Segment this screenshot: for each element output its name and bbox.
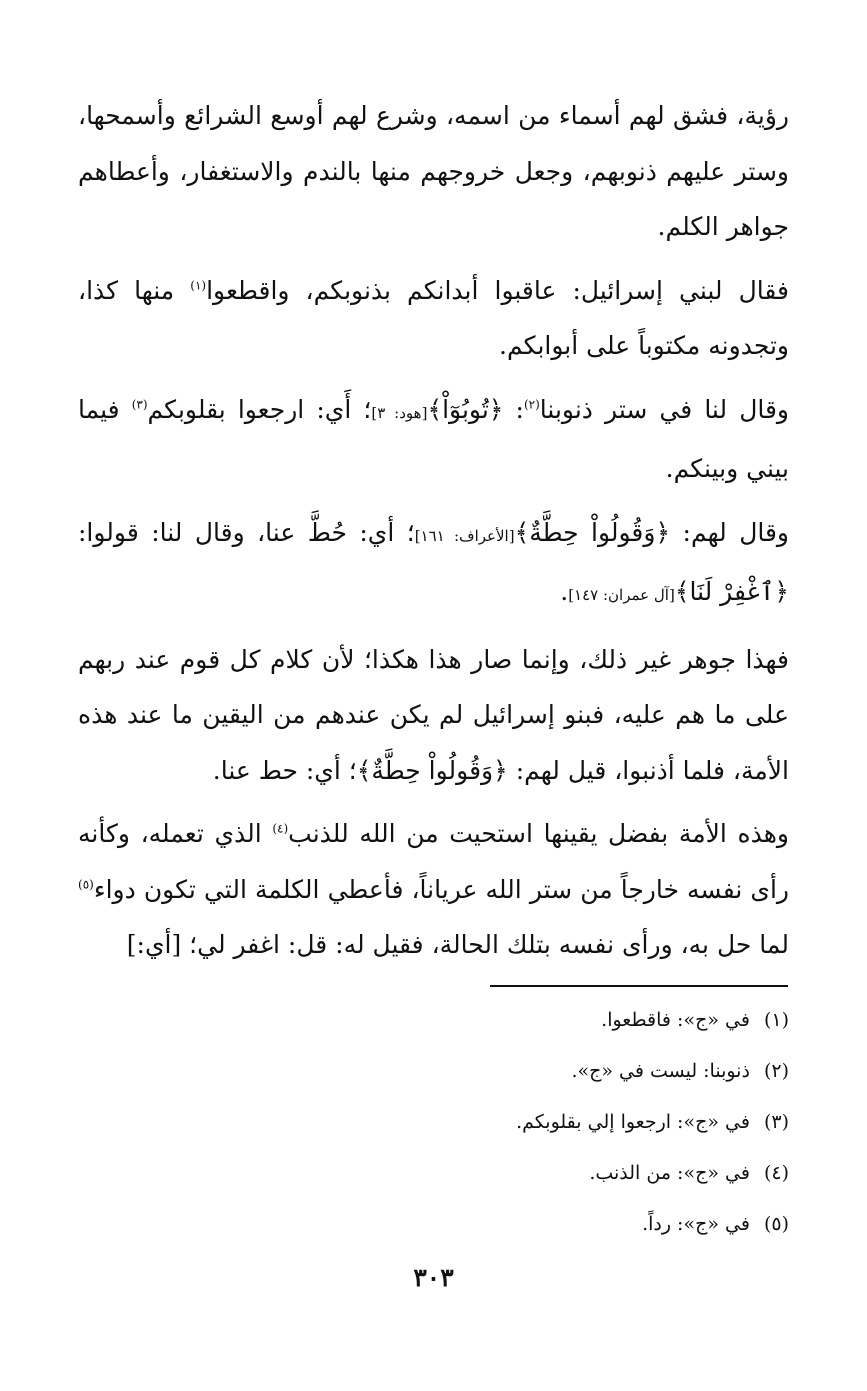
main-text <box>78 88 789 981</box>
quran-quote: ﴿وَقُولُواْ حِطَّةٌ﴾ <box>356 755 508 785</box>
paragraph-text: : <box>503 394 524 424</box>
paragraph-4 <box>78 505 789 624</box>
paragraph-text: رؤية، فشق لهم أسماء من اسمه، وشرع لهم أوسع الشرائع وأسمحها، وستر عليهم ذنوبهم، وجعل خروجهم منها بالندم والاستغفار، وأعطاهم جواهر الكلم. <box>78 101 789 241</box>
footnote-item <box>89 1046 789 1097</box>
quran-quote: ﴿وَقُولُواْ حِطَّةٌ﴾ <box>514 517 671 547</box>
quran-quote: ﴿ٱغْفِرْ لَنَا﴾ <box>674 577 789 606</box>
paragraph-6 <box>78 806 789 973</box>
paragraph-5 <box>78 632 789 799</box>
paragraph-text: الذي تعمله، وكأنه رأى نفسه خارجاً من ستر الله عرياناً، فأعطي الكلمة التي تكون دواء <box>78 819 789 904</box>
paragraph-text: منها كذا، وتجدونه مكتوباً على أبوابكم. <box>78 275 789 360</box>
paragraph-text: لما حل به، ورأى نفسه بتلك الحالة، فقيل له: قل: اغفر لي؛ [أي:] <box>126 930 789 959</box>
footnote-number: (٢) <box>763 1060 789 1082</box>
footnote-text: ذنوبنا: ليست في «ج». <box>571 1060 750 1082</box>
paragraph-text: وقال لنا في ستر ذنوبنا <box>539 394 790 424</box>
quran-reference: [الأعراف: ١٦١] <box>414 526 515 545</box>
paragraph-text: . <box>560 577 569 606</box>
paragraph-text: ؛ أَي: ارجعوا بقلوبكم <box>147 394 372 424</box>
paragraph-text: فيما بيني وبينكم. <box>78 394 789 483</box>
paragraph-1 <box>78 88 789 255</box>
footnote-marker: (١) <box>190 278 207 293</box>
paragraph-3 <box>78 382 789 497</box>
quran-reference: [آل عمران: ١٤٧] <box>568 586 675 604</box>
footnote-item <box>89 1148 789 1199</box>
quran-reference: [هود: ٣] <box>371 403 428 422</box>
footnote-text: في «ج»: رداً. <box>642 1213 750 1235</box>
paragraph-text: ؛ أي: حُطَّ عنا، وقال لنا: قولوا: <box>78 517 415 547</box>
page-number: ٣٠٣ <box>413 1263 454 1292</box>
footnote-number: (٥) <box>763 1213 789 1235</box>
footnote-item <box>89 1199 789 1250</box>
footnote-item <box>89 995 789 1046</box>
footnote-separator <box>490 985 788 987</box>
paragraph-text: وقال لهم: <box>670 517 789 547</box>
paragraph-text: ؛ أي: حط عنا. <box>212 755 357 785</box>
footnote-number: (١) <box>763 1009 789 1031</box>
paragraph-text: فقال لبني إسرائيل: عاقبوا أبدانكم بذنوبكم، واقطعوا <box>206 275 789 305</box>
footnote-text: في «ج»: ارجعوا إلي بقلوبكم. <box>516 1111 750 1133</box>
footnote-text: في «ج»: فاقطعوا. <box>601 1009 750 1031</box>
footnote-marker: (٣) <box>131 397 148 412</box>
footnote-number: (٤) <box>763 1162 789 1184</box>
footnote-number: (٣) <box>763 1111 789 1133</box>
quran-quote: ﴿تُوبُوٓاْ﴾ <box>427 394 504 424</box>
paragraph-text: فهذا جوهر غير ذلك، وإنما صار هذا هكذا؛ لأن كلام كل قوم عند ربهم على ما هم عليه، فبنو إسرائيل لم يكن عندهم من اليقين ما عند هذه الأمة، فلما أذنبوا، قيل لهم: <box>78 644 789 785</box>
paragraph-2 <box>78 263 789 374</box>
footnote-text: في «ج»: من الذنب. <box>589 1162 750 1184</box>
paragraph-text: وهذه الأمة بفضل يقينها استحيت من الله للذنب <box>288 819 789 848</box>
footnote-marker: (٥) <box>78 877 94 892</box>
footnotes <box>89 995 789 1250</box>
footnote-item <box>89 1097 789 1148</box>
footnote-marker: (٤) <box>272 821 289 836</box>
footnote-marker: (٢) <box>523 397 540 412</box>
